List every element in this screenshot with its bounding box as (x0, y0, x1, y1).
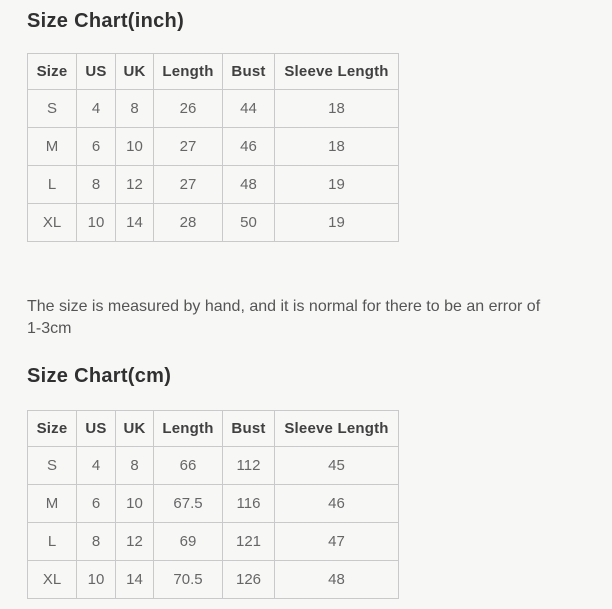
size-chart-inch-title: Size Chart(inch) (27, 10, 185, 32)
cell-size: S (28, 447, 77, 485)
cell-size: M (28, 485, 77, 523)
table-row-l (28, 166, 399, 204)
table-row-s (28, 90, 399, 128)
cell-us: 6 (77, 485, 116, 523)
column-header-sleeve-length: Sleeve Length (275, 411, 399, 447)
column-header-size: Size (28, 54, 77, 90)
cell-length: 66 (154, 447, 223, 485)
cell-uk: 10 (116, 485, 154, 523)
cell-uk: 14 (116, 561, 154, 599)
cell-length: 27 (154, 166, 223, 204)
cell-uk: 8 (116, 447, 154, 485)
measurement-note: The size is measured by hand, and it is normal for there to be an error of 1-3cm (27, 298, 541, 337)
cell-uk: 10 (116, 128, 154, 166)
cell-sleeve-length: 48 (275, 561, 399, 599)
cell-bust: 46 (223, 128, 275, 166)
column-header-us: US (77, 54, 116, 90)
cell-size: XL (28, 561, 77, 599)
table-row-m (28, 128, 399, 166)
table-row-xl (28, 561, 399, 599)
cell-uk: 8 (116, 90, 154, 128)
cell-sleeve-length: 47 (275, 523, 399, 561)
table-row-l (28, 523, 399, 561)
column-header-bust: Bust (223, 54, 275, 90)
cell-uk: 12 (116, 523, 154, 561)
column-header-sleeve-length: Sleeve Length (275, 54, 399, 90)
cell-length: 28 (154, 204, 223, 242)
cell-bust: 48 (223, 166, 275, 204)
cell-sleeve-length: 19 (275, 204, 399, 242)
size-chart-cm-table (27, 410, 399, 599)
cell-us: 4 (77, 447, 116, 485)
cell-size: L (28, 166, 77, 204)
cell-uk: 12 (116, 166, 154, 204)
cell-bust: 44 (223, 90, 275, 128)
table-header-row (28, 411, 399, 447)
size-chart-inch-table (27, 53, 399, 242)
cell-bust: 126 (223, 561, 275, 599)
cell-size: XL (28, 204, 77, 242)
cell-bust: 112 (223, 447, 275, 485)
cell-sleeve-length: 46 (275, 485, 399, 523)
cell-us: 6 (77, 128, 116, 166)
cell-size: S (28, 90, 77, 128)
table-header-row (28, 54, 399, 90)
size-chart-cm-title: Size Chart(cm) (27, 365, 172, 387)
column-header-uk: UK (116, 411, 154, 447)
table-row-m (28, 485, 399, 523)
cell-us: 4 (77, 90, 116, 128)
column-header-bust: Bust (223, 411, 275, 447)
cell-us: 10 (77, 204, 116, 242)
column-header-length: Length (154, 54, 223, 90)
cell-bust: 116 (223, 485, 275, 523)
cell-length: 26 (154, 90, 223, 128)
cell-length: 70.5 (154, 561, 223, 599)
cell-sleeve-length: 18 (275, 128, 399, 166)
cell-sleeve-length: 45 (275, 447, 399, 485)
column-header-size: Size (28, 411, 77, 447)
cell-sleeve-length: 18 (275, 90, 399, 128)
cell-size: L (28, 523, 77, 561)
cell-uk: 14 (116, 204, 154, 242)
cell-us: 8 (77, 523, 116, 561)
table-row-xl (28, 204, 399, 242)
cell-us: 10 (77, 561, 116, 599)
cell-length: 27 (154, 128, 223, 166)
cell-length: 69 (154, 523, 223, 561)
column-header-uk: UK (116, 54, 154, 90)
column-header-length: Length (154, 411, 223, 447)
cell-bust: 121 (223, 523, 275, 561)
cell-length: 67.5 (154, 485, 223, 523)
cell-sleeve-length: 19 (275, 166, 399, 204)
cell-us: 8 (77, 166, 116, 204)
table-row-s (28, 447, 399, 485)
column-header-us: US (77, 411, 116, 447)
cell-bust: 50 (223, 204, 275, 242)
cell-size: M (28, 128, 77, 166)
